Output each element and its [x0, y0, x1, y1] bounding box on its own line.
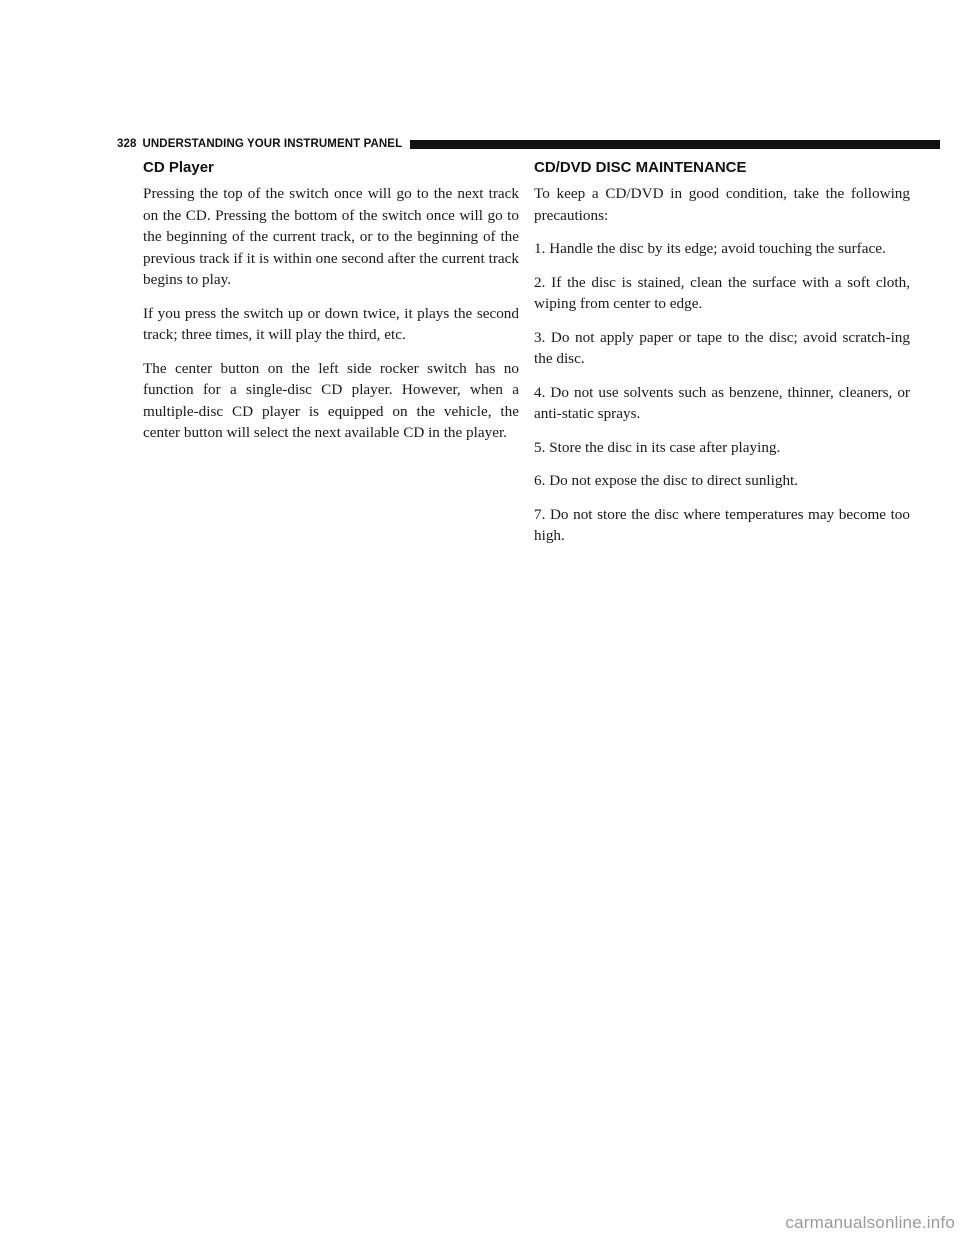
header-rule — [410, 140, 940, 149]
list-item: 5. Store the disc in its case after playing. — [534, 438, 781, 456]
list-item: 4. Do not use solvents such as benzene, thinner, cleaners, or anti-static sprays. — [534, 383, 910, 422]
watermark: carmanualsonline.info — [785, 1213, 955, 1232]
cd-player-heading: CD Player — [143, 159, 214, 176]
right-column — [534, 158, 910, 559]
list-item: 2. If the disc is stained, clean the surface with a soft cloth, wiping from center to edge. — [534, 273, 910, 312]
list-item: 7. Do not store the disc where temperatures may become too high. — [534, 505, 910, 544]
section-title: UNDERSTANDING YOUR INSTRUMENT PANEL — [142, 138, 403, 150]
header-label — [117, 138, 410, 150]
paragraph: The center button on the left side rocker switch has no function for a single-disc CD player. However, when a multiple-disc CD player is equipped on the vehicle, the center button will select the next available CD in the player. — [143, 359, 519, 441]
list-item: 3. Do not apply paper or tape to the disc; avoid scratch-ing the disc. — [534, 328, 910, 367]
paragraph: If you press the switch up or down twice, it plays the second track; three times, it will play the third, etc. — [143, 304, 519, 343]
list-item: 1. Handle the disc by its edge; avoid touching the surface. — [534, 240, 886, 257]
running-header — [117, 136, 940, 152]
paragraph: Pressing the top of the switch once will go to the next track on the CD. Pressing the bottom of the switch once will go to the beginning of the current track, or to the beginning of the previous track if it is within one second after the current track begins to play. — [143, 185, 519, 288]
list-item: 6. Do not expose the disc to direct sunlight. — [534, 472, 799, 489]
paragraph: To keep a CD/DVD in good condition, take the following precautions: — [534, 185, 910, 224]
left-column — [143, 158, 519, 456]
page-number: 328 — [117, 138, 137, 150]
disc-maintenance-heading: CD/DVD DISC MAINTENANCE — [534, 159, 747, 176]
